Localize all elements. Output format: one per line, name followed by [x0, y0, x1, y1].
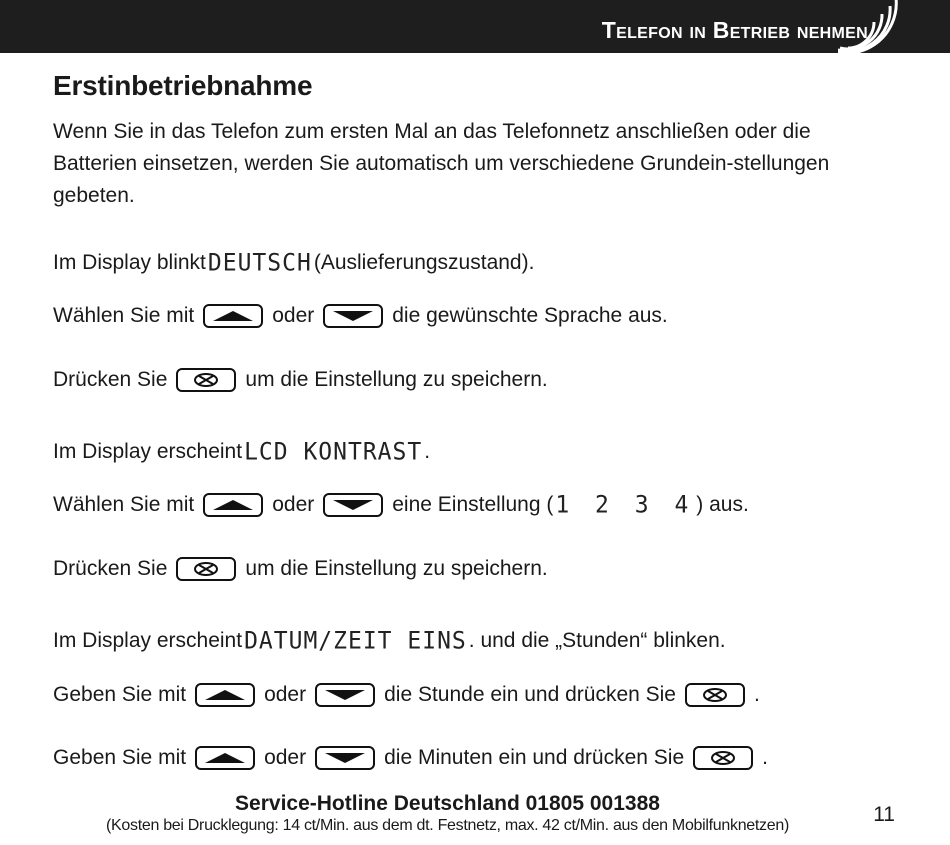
step-text: Drücken Sie: [53, 368, 168, 391]
up-key-icon: [203, 304, 263, 328]
page-title: Erstinbetriebnahme: [53, 70, 313, 101]
step-display-datetime: [53, 626, 726, 656]
step-text: ) aus.: [696, 493, 749, 516]
lcd-text: DEUTSCH: [207, 249, 312, 277]
step-display-language: [53, 248, 534, 278]
step-text: eine Einstellung (: [392, 493, 554, 516]
step-text: die Minuten ein und drücken Sie: [384, 746, 685, 769]
step-save-language: [53, 365, 548, 395]
lcd-text: 1 2 3 4: [555, 491, 695, 519]
step-text: .: [754, 683, 760, 706]
intro-paragraph: Wenn Sie in das Telefon zum ersten Mal an das Telefonnetz anschließen oder die Batterien einsetzen, werden Sie automatisch um verschiedene Grundein-stellungen gebeten.: [53, 120, 830, 207]
lcd-text: LCD KONTRAST: [244, 438, 423, 466]
step-display-contrast: [53, 437, 430, 467]
step-save-contrast: [53, 554, 548, 584]
ok-key-icon: [693, 746, 753, 770]
up-key-icon: [195, 683, 255, 707]
header-bar: [0, 0, 950, 53]
step-text: um die Einstellung zu speichern.: [245, 557, 548, 580]
step-text: (Auslieferungszustand).: [313, 251, 535, 274]
step-text: . und die „Stunden“ blinken.: [468, 629, 726, 652]
step-text: Wählen Sie mit: [53, 493, 195, 516]
page-number: 11: [873, 803, 895, 826]
down-key-icon: [323, 304, 383, 328]
ok-key-icon: [685, 683, 745, 707]
cost-note: (Kosten bei Drucklegung: 14 ct/Min. aus dem dt. Festnetz, max. 42 ct/Min. aus den Mobilfunknetzen): [106, 817, 789, 834]
down-key-icon: [315, 683, 375, 707]
step-text: die Stunde ein und drücken Sie: [384, 683, 676, 706]
step-text: Im Display erscheint: [53, 629, 243, 652]
step-text: Im Display erscheint: [53, 440, 243, 463]
step-select-language: [53, 301, 668, 331]
sound-wave-logo-icon: [838, 0, 898, 53]
down-key-icon: [323, 493, 383, 517]
step-text: oder: [264, 683, 307, 706]
step-text: Geben Sie mit: [53, 746, 187, 769]
step-text: um die Einstellung zu speichern.: [245, 368, 548, 391]
step-select-contrast: [53, 490, 749, 520]
ok-key-icon: [176, 557, 236, 581]
service-hotline: Service-Hotline Deutschland 01805 001388: [235, 792, 660, 815]
ok-key-icon: [176, 368, 236, 392]
up-key-icon: [203, 493, 263, 517]
up-key-icon: [195, 746, 255, 770]
step-text: Drücken Sie: [53, 557, 168, 580]
step-set-minutes: [53, 743, 768, 773]
step-set-hour: [53, 680, 760, 710]
step-text: Wählen Sie mit: [53, 304, 195, 327]
step-text: Geben Sie mit: [53, 683, 187, 706]
step-text: .: [762, 746, 768, 769]
down-key-icon: [315, 746, 375, 770]
step-text: .: [424, 440, 431, 463]
step-text: die gewünschte Sprache aus.: [392, 304, 668, 327]
step-text: Im Display blinkt: [53, 251, 206, 274]
lcd-text: DATUM/ZEIT EINS: [244, 627, 467, 655]
step-text: oder: [264, 746, 307, 769]
step-text: oder: [272, 493, 315, 516]
step-text: oder: [272, 304, 315, 327]
header-title: Telefon in Betrieb nehmen: [601, 17, 868, 43]
